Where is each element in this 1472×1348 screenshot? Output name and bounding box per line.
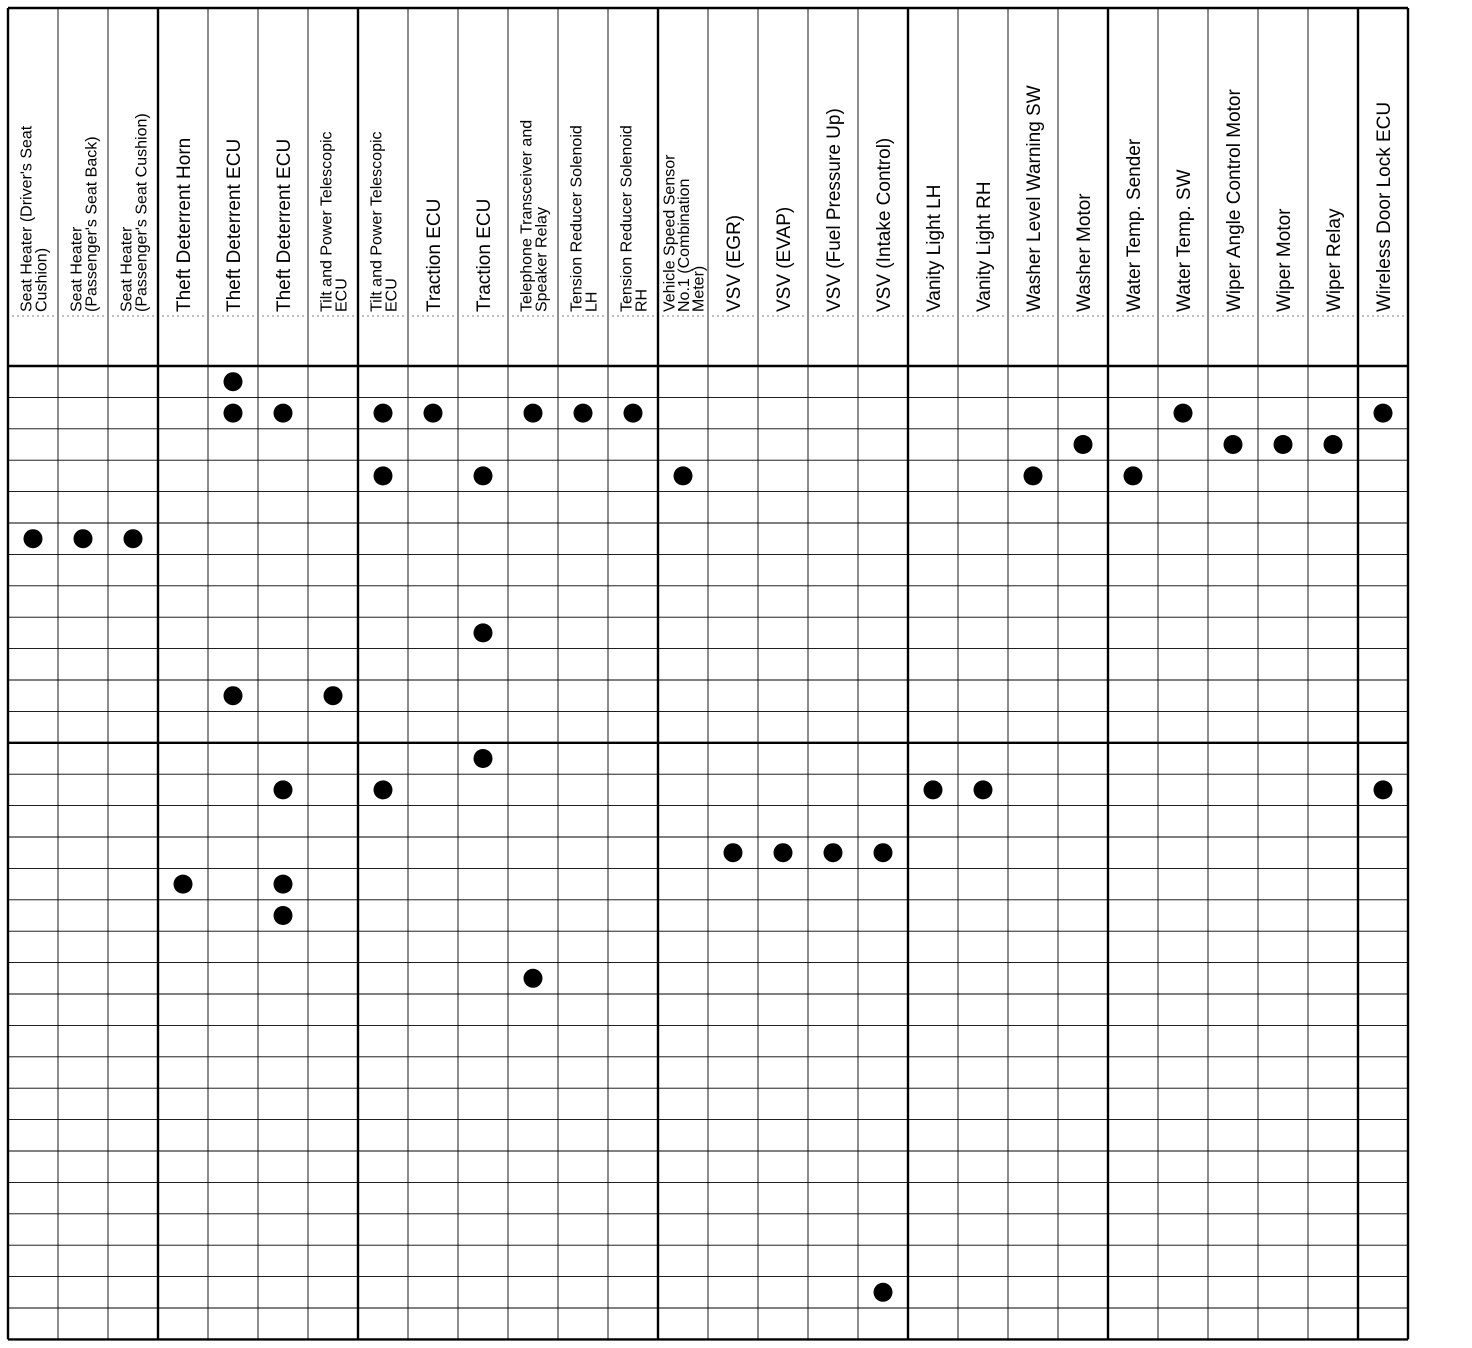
column-header-line: Washer Motor [1073, 193, 1095, 312]
column-header-line: Tilt and Power Telescopic [318, 131, 336, 312]
column-header [118, 113, 150, 312]
connection-dot [524, 404, 543, 423]
column-header [874, 138, 895, 312]
connection-dot [1074, 435, 1093, 454]
column-header-label [1274, 208, 1295, 312]
column-header [1174, 169, 1195, 312]
column-header-line: Water Temp. Sender [1123, 138, 1145, 312]
connection-dot [474, 749, 493, 768]
connection-dot [924, 780, 943, 799]
connection-dot [374, 780, 393, 799]
column-header-label [724, 215, 745, 312]
column-header-line: VSV (Fuel Pressure Up) [823, 108, 845, 312]
connection-dot [1274, 435, 1293, 454]
column-header-line: Tilt and Power Telescopic [368, 131, 386, 312]
connection-dot [774, 843, 793, 862]
column-header-line: Seat Heater [118, 226, 136, 312]
column-header-label [924, 185, 945, 312]
column-header-label [224, 139, 245, 312]
connection-dot [174, 875, 193, 894]
column-header-line: Telephone Transceiver and [518, 119, 536, 312]
column-header [68, 136, 100, 312]
column-header [824, 108, 845, 312]
connection-dot [724, 843, 743, 862]
connection-dot [224, 686, 243, 705]
column-header-label [661, 154, 707, 312]
grid-lines [8, 8, 1408, 1339]
connection-dot [1174, 404, 1193, 423]
column-header [1124, 138, 1145, 312]
column-header-label [68, 136, 100, 312]
column-header-line: Vanity Light LH [923, 184, 945, 312]
column-header-line: (Passenger's Seat Back) [83, 136, 101, 312]
connection-dot [224, 404, 243, 423]
column-header-line: Theft Deterrent ECU [273, 138, 295, 312]
column-header-label [1124, 138, 1145, 312]
connection-dot [274, 906, 293, 925]
column-headers [18, 85, 1395, 312]
connection-dot [274, 780, 293, 799]
connection-dot [624, 404, 643, 423]
column-header [174, 138, 195, 312]
column-header-line: Wiper Motor [1273, 208, 1295, 312]
connection-dot [824, 843, 843, 862]
connection-dot [1374, 780, 1393, 799]
column-header-line: VSV (EGR) [723, 214, 745, 312]
column-header [1024, 85, 1045, 312]
column-header [924, 185, 945, 312]
column-header-label [18, 125, 50, 312]
connection-dot [324, 686, 343, 705]
connection-dot [424, 404, 443, 423]
column-header-line: VSV (EVAP) [773, 206, 795, 312]
column-header-label [1224, 89, 1245, 312]
column-header [1274, 208, 1295, 312]
column-header [1324, 208, 1345, 312]
column-header-label [368, 131, 400, 312]
connection-dot [1024, 466, 1043, 485]
column-header-line: Washer Level Warning SW [1023, 85, 1045, 312]
column-header [618, 125, 650, 312]
connection-dot [1124, 466, 1143, 485]
column-header [774, 207, 795, 312]
connection-dot [124, 529, 143, 548]
column-header-label [1374, 102, 1395, 312]
column-header [1224, 89, 1245, 312]
column-header-line: Meter) [690, 265, 708, 312]
column-header-label [874, 138, 895, 312]
column-header [974, 181, 995, 312]
column-header [1074, 193, 1095, 312]
connection-dot [474, 466, 493, 485]
column-header [274, 139, 295, 312]
connection-dot [1224, 435, 1243, 454]
column-header-line: (Passenger's Seat Cushion) [133, 113, 151, 312]
column-header [318, 131, 350, 312]
column-header-line: Traction ECU [473, 198, 495, 312]
column-header-line: Theft Deterrent ECU [223, 138, 245, 312]
column-header-line: Seat Heater (Driver's Seat [18, 125, 36, 312]
column-header-line: Wireless Door Lock ECU [1373, 101, 1395, 312]
column-header-line: Seat Heater [68, 226, 86, 312]
column-header-line: Wiper Relay [1323, 208, 1345, 312]
connection-dot [374, 404, 393, 423]
column-header [224, 139, 245, 312]
connection-dot [74, 529, 93, 548]
connection-dot [524, 969, 543, 988]
connection-dot [274, 875, 293, 894]
column-header [474, 199, 495, 312]
column-header-label [518, 120, 550, 312]
column-header-label [974, 181, 995, 312]
column-header-line: ECU [383, 278, 401, 312]
connection-dot [474, 623, 493, 642]
connection-dot [24, 529, 43, 548]
column-header [18, 125, 50, 312]
column-header-line: Cushion) [33, 247, 51, 312]
column-header [661, 154, 707, 312]
column-header-line: No.1 (Combination [675, 178, 693, 312]
connection-dot [874, 1283, 893, 1302]
column-header-label [174, 138, 195, 312]
connection-dot [974, 780, 993, 799]
column-header-line: Speaker Relay [533, 207, 551, 312]
column-header-label [1174, 169, 1195, 312]
column-header-line: Wiper Angle Control Motor [1223, 89, 1245, 312]
column-header [424, 199, 445, 312]
column-header-label [274, 139, 295, 312]
column-header [368, 131, 400, 312]
column-header-label [474, 199, 495, 312]
column-header-label [774, 207, 795, 312]
connection-dot [274, 404, 293, 423]
connection-dot [574, 404, 593, 423]
column-header-line: Vehicle Speed Sensor [661, 154, 679, 312]
column-header-label [824, 108, 845, 312]
column-header-line: RH [633, 288, 651, 312]
connection-dot [1374, 404, 1393, 423]
column-header-label [318, 131, 350, 312]
column-header-line: LH [583, 291, 601, 312]
column-header-line: Traction ECU [423, 198, 445, 312]
column-header-line: Tension Reducer Solenoid [618, 125, 636, 312]
connection-dot [1324, 435, 1343, 454]
column-header-line: Water Temp. SW [1173, 169, 1195, 312]
column-header-line: Tension Reducer Solenoid [568, 125, 586, 312]
connection-dot [224, 372, 243, 391]
connection-dot [374, 466, 393, 485]
connection-dot [874, 843, 893, 862]
column-header-label [568, 125, 600, 312]
column-header-label [118, 113, 150, 312]
column-header-label [1024, 85, 1045, 312]
column-header-label [1324, 208, 1345, 312]
column-header [568, 125, 600, 312]
column-header [724, 215, 745, 312]
column-header [518, 120, 550, 312]
column-header-line: ECU [333, 278, 351, 312]
column-header-label [618, 125, 650, 312]
column-header-line: Theft Deterrent Horn [173, 137, 195, 312]
column-header [1374, 102, 1395, 312]
connection-dot [674, 466, 693, 485]
column-header-label [424, 199, 445, 312]
column-header-label [1074, 193, 1095, 312]
column-header-line: Vanity Light RH [973, 181, 995, 312]
column-header-line: VSV (Intake Control) [873, 137, 895, 312]
